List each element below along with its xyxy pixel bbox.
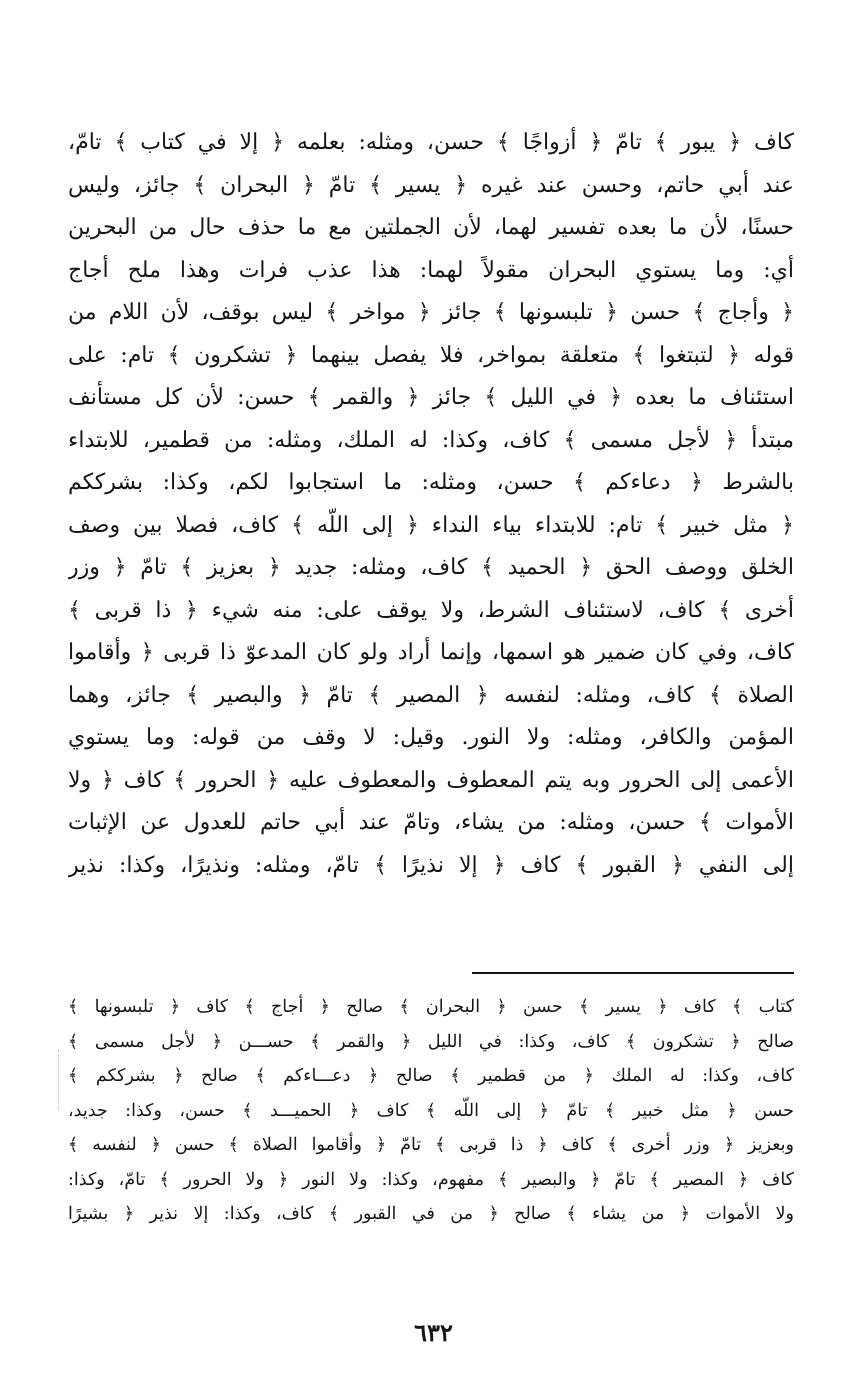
main-text-line: قوله ﴿ لتبتغوا ﴾ متعلقة بمواخر، فلا يفصل بينهما ﴿ تشكرون ﴾ تام: على bbox=[68, 342, 794, 368]
main-text-block bbox=[68, 122, 794, 887]
main-text-line: الأموات ﴾ حسن، ومثله: من يشاء، وتامّ عند أبي حاتم للعدول عن الإثبات bbox=[68, 810, 794, 835]
main-text-line: المؤمن والكافر، ومثله: ولا النور. وقيل: لا وقف من قوله: وما يستوي bbox=[68, 725, 794, 750]
main-text-line: بالشرط ﴿ دعاءكم ﴾ حسن، ومثله: ما استجابوا لكم، وكذا: بشرككم bbox=[68, 470, 794, 495]
main-text-line: أي: وما يستوي البحران مقولاً لهما: هذا عذب فرات وهذا ملح أجاج bbox=[68, 257, 794, 283]
main-text-line: إلى النفي ﴿ القبور ﴾ كاف ﴿ إلا نذيرًا ﴾ تامّ، ومثله: ونذيرًا، وكذا: نذير bbox=[68, 852, 794, 878]
main-text-line: مبتدأ ﴿ لأجل مسمى ﴾ كاف، وكذا: له الملك، ومثله: من قطمير، للابتداء bbox=[68, 427, 794, 453]
main-text-line: ﴿ وأجاج ﴾ حسن ﴿ تلبسونها ﴾ جائز ﴿ مواخر ﴾ ليس بوقف، لأن اللام من bbox=[68, 300, 794, 325]
footnote-line: وبعزيز ﴿ وزر أخرى ﴾ كاف ﴿ ذا قربى ﴾ تامّ ﴿ وأقاموا الصلاة ﴾ حسن ﴿ لنفسه ﴾ bbox=[68, 1135, 794, 1155]
footnote-block bbox=[68, 990, 794, 1232]
main-text-line: الصلاة ﴾ كاف، ومثله: لنفسه ﴿ المصير ﴾ تامّ ﴿ والبصير ﴾ جائز، وهما bbox=[68, 682, 794, 708]
main-text-line: استئناف ما بعده ﴿ في الليل ﴾ جائز ﴿ والقمر ﴾ حسن: لأن كل مستأنف bbox=[68, 385, 794, 410]
main-text-line: حسنًا، لأن ما بعده تفسير لهما، لأن الجملتين مع ما حذف حال من البحرين bbox=[68, 215, 794, 240]
main-text-line: الخلق ووصف الحق ﴿ الحميد ﴾ كاف، ومثله: جديد ﴿ بعزيز ﴾ تامّ ﴿ وزر bbox=[68, 555, 794, 580]
page-number: ٦٣٢ bbox=[414, 1318, 453, 1347]
main-text-line: أخرى ﴾ كاف، لاستئناف الشرط، ولا يوقف على: منه شيء ﴿ ذا قربى ﴾ bbox=[68, 597, 794, 623]
footnote-line: حسن ﴿ مثل خبير ﴾ تامّ ﴿ إلى اللّه ﴾ كاف ﴿ الحميـــد ﴾ حسن، وكذا: جديد، bbox=[68, 1100, 794, 1121]
main-text-line: كاف، وفي كان ضمير هو اسمها، وإنما أراد ولو كان المدعوّ ذا قربى ﴿ وأقاموا bbox=[68, 640, 794, 665]
main-text-line: الأعمى إلى الحرور وبه يتم المعطوف والمعطوف عليه ﴿ الحرور ﴾ كاف ﴿ ولا bbox=[68, 767, 794, 793]
main-text-line: ﴿ مثل خبير ﴾ تام: للابتداء بياء النداء ﴿ إلى اللّه ﴾ كاف، فصلا بين وصف bbox=[68, 512, 794, 538]
margin-mark bbox=[58, 1050, 60, 1110]
footnote-line: كاف ﴿ المصير ﴾ تامّ ﴿ والبصير ﴾ مفهوم، وكذا: ولا النور ﴿ ولا الحرور ﴾ تامّ، وكذا: bbox=[68, 1169, 794, 1190]
main-text-line: كاف ﴿ يبور ﴾ تامّ ﴿ أزواجًا ﴾ حسن، ومثله: بعلمه ﴿ إلا في كتاب ﴾ تامّ، bbox=[68, 130, 794, 155]
footnote-line: كاف، وكذا: له الملك ﴿ من قطمير ﴾ صالح ﴿ دعـــاءكم ﴾ صالح ﴿ بشرككم ﴾ bbox=[68, 1066, 794, 1086]
footnote-separator bbox=[472, 972, 794, 974]
main-text-line: عند أبي حاتم، وحسن عند غيره ﴿ يسير ﴾ تامّ ﴿ البحران ﴾ جائز، وليس bbox=[68, 172, 794, 198]
footnote-line: كتاب ﴾ كاف ﴿ يسير ﴾ حسن ﴿ البحران ﴾ صالح ﴿ أجاج ﴾ كاف ﴿ تلبسونها ﴾ bbox=[68, 997, 794, 1017]
footnote-line: ولا الأموات ﴿ من يشاء ﴾ صالح ﴿ من في القبور ﴾ كاف، وكذا: إلا نذير ﴿ بشيرًا bbox=[68, 1204, 794, 1224]
footnote-line: صالح ﴿ تشكرون ﴾ كاف، وكذا: في الليل ﴿ والقمر ﴾ حســـن ﴿ لأجل مسمى ﴾ bbox=[68, 1031, 794, 1052]
